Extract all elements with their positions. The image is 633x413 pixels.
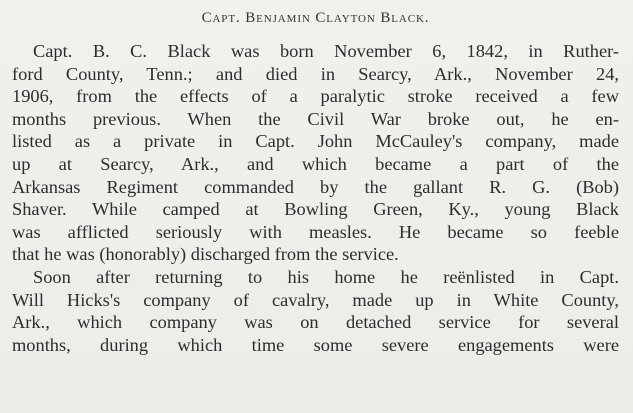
text-line: months, during which time some severe engagements were — [12, 334, 619, 355]
article-title: Capt. Benjamin Clayton Black. — [201, 10, 430, 26]
text-line: months previous. When the Civil War broke out, he en- — [12, 108, 619, 129]
text-line: was afflicted seriously with measles. He became so feeble — [12, 221, 619, 242]
text-line: Arkansas Regiment commanded by the gallant R. G. (Bob) — [12, 176, 619, 197]
text-line: Will Hicks's company of cavalry, made up in White County, — [12, 289, 619, 310]
text-line: Shaver. While camped at Bowling Green, Ky., young Black — [12, 199, 619, 220]
text-line: 1906, from the effects of a paralytic stroke received a few — [12, 86, 619, 107]
text-line: ford County, Tenn.; and died in Searcy, Ark., November 24, — [12, 63, 619, 84]
text-line: that he was (honorably) discharged from the service. — [12, 244, 399, 265]
text-line: Soon after returning to his home he reënlisted in Capt. — [33, 266, 619, 287]
text-line: Ark., which company was on detached service for several — [12, 312, 619, 333]
paragraph-1 — [12, 40, 619, 266]
text-line: up at Searcy, Ark., and which became a part of the — [12, 153, 619, 174]
text-line: Capt. B. C. Black was born November 6, 1842, in Ruther- — [33, 41, 619, 61]
paragraph-2 — [12, 266, 619, 356]
text-line: listed as a private in Capt. John McCauley's company, made — [12, 131, 619, 152]
